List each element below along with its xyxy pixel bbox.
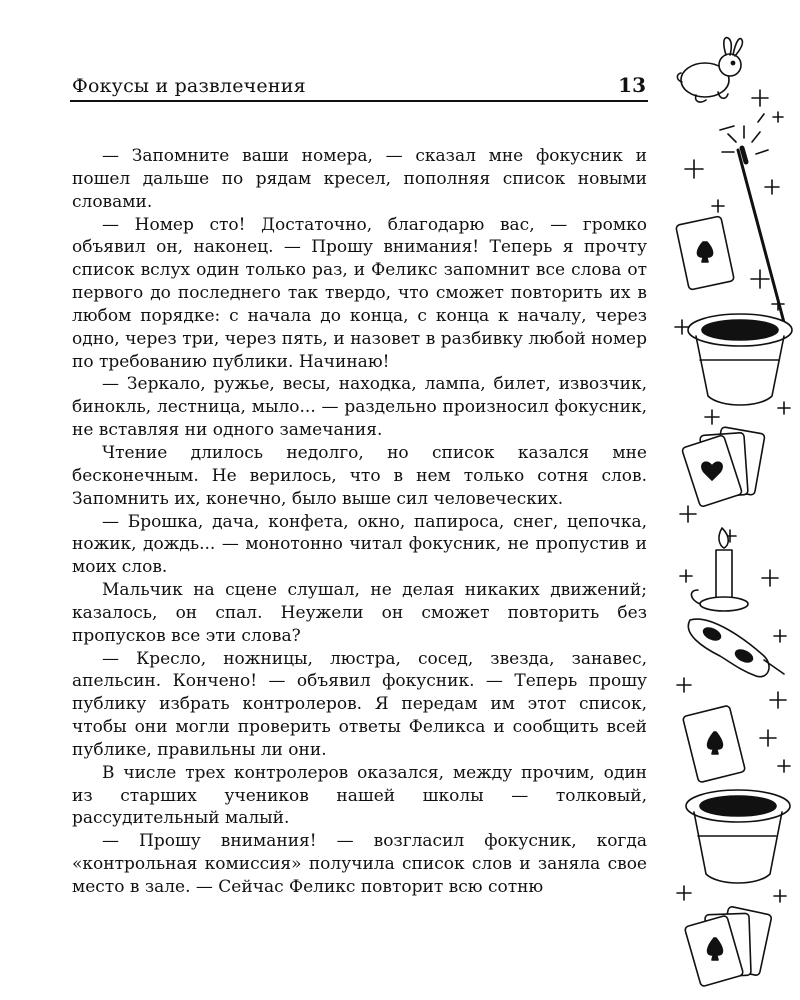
playing-cards-heart-icon [681,427,765,508]
sparkle-icon [677,886,786,902]
page-number: 13 [618,73,646,97]
paragraph: — Прошу внимания! — возгласил фокусник, когда «контрольная комиссия» получила список слов и заняла свое место в зале. — Сейчас Феликс повторит всю сотню [72,831,647,897]
playing-card-spade-icon [676,216,735,290]
paragraph: — Запомните ваши номера, — сказал мне фокусник и пошел дальше по рядам кресел, пополняя список новыми словами. [72,146,647,212]
margin-illustration [660,30,800,1000]
magic-wand-icon [720,114,786,330]
sparkle-icon [760,730,790,772]
paragraph: — Кресло, ножницы, люстра, сосед, звезда, занавес, апельсин. Кончено! — объявил фокусник. — Теперь прошу публику избрать контролеров. Я передам им этот список, чтобы они могли проверить ответы Феликса и сообщить всей публике, правильны ли они. [72,648,647,760]
rabbit-icon [677,38,742,102]
paragraph: Чтение длилось недолго, но список казался мне бесконечным. Не верилось, что в нем только сотня слов. Запомнить их, конечно, было выше сил человеческих. [72,442,647,509]
top-hat-icon [686,790,790,883]
sparkle-icon [677,678,786,708]
paragraph: Мальчик на сцене слушал, не делая никаких движений; казалось, он спал. Неужели он сможет повторить без пропусков все эти слова? [72,580,647,646]
playing-cards-spade-icon [684,906,772,987]
paragraph: В числе трех контролеров оказался, между прочим, один из старших учеников нашей школы — толковый, рассудительный малый. [72,762,647,829]
page-header [70,72,648,102]
paragraph: — Номер сто! Достаточно, благодарю вас, — громко объявил он, наконец. — Прошу внимания! Теперь я прочту список вслух один только раз, и Феликс запомнит все слова от первого до последнего так твердо, что сможет повторить их в любом порядке: с начала до конца, с конца к началу, через одно, через три, через пять, и назовет в разбивку любой номер по требованию публики. Начинаю! [72,214,647,372]
mask-icon [688,619,784,677]
playing-card-spade-icon [682,705,745,783]
running-title: Фокусы и развлечения [72,75,306,97]
top-hat-icon [688,314,792,405]
body-text [72,145,647,899]
candle-icon [691,528,748,611]
paragraph: — Зеркало, ружье, весы, находка, лампа, билет, извозчик, бинокль, лестница, мыло... — раздельно произносил фокусник, не вставляя ни одного замечания. [72,374,647,441]
paragraph: — Брошка, дача, конфета, окно, папироса, снег, цепочка, ножик, дождь... — монотонно читал фокусник, не пропустив и моих слов. [72,511,647,578]
sparkle-icon [751,270,784,310]
sparkle-icon [685,160,779,212]
sparkle-icon [752,90,783,122]
